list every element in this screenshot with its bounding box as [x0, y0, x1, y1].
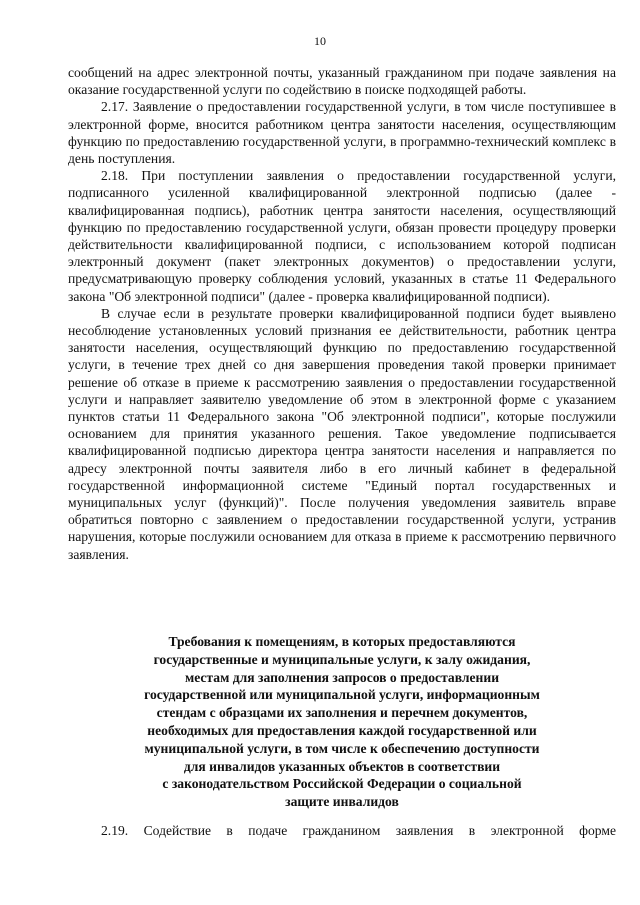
heading-line: для инвалидов указанных объектов в соответствии	[183, 758, 501, 774]
heading-line: Требования к помещениям, в которых предоставляются	[168, 634, 516, 649]
heading-line: защите инвалидов	[285, 794, 399, 810]
heading-line: местам для заполнения запросов о предоставлении	[184, 669, 500, 685]
heading-line: государственные и муниципальные услуги, к залу ожидания,	[153, 651, 531, 667]
section-heading	[68, 633, 616, 811]
heading-line: с законодательством Российской Федерации о социальной	[162, 776, 522, 792]
heading-line: стендам с образцами их заполнения и перечнем документов,	[156, 705, 528, 721]
paragraph-2-19: 2.19. Содействие в подаче гражданином заявления в электронной форме	[101, 823, 616, 838]
body-text	[68, 64, 616, 563]
paragraph-2-17: 2.17. Заявление о предоставлении государственной услуги, в том числе поступившее в электронной форме, вносится работником центра занятости населения, осуществляющим функцию по предоставлению государственной услуги, в программно-технический комплекс в день поступления.	[68, 99, 616, 167]
heading-line: необходимых для предоставления каждой государственной или	[147, 722, 537, 738]
heading-line: государственной или муниципальной услуги, информационным	[144, 687, 540, 703]
heading-line: муниципальной услуги, в том числе к обеспечению доступности	[144, 740, 540, 756]
page-number: 10	[314, 34, 326, 48]
paragraph-rejection-case: В случае если в результате проверки квалифицированной подписи будет выявлено несоблюдение установленных условий признания ее действительности, работник центра занятости населения, осуществляющий функцию по предоставлению государственной услуги, в течение трех дней со дня завершения проведения такой проверки принимает решение об отказе в приеме к рассмотрению заявления о предоставлении государственной услуги и направляет заявителю уведомление об этом в электронной форме с указанием пунктов статьи 11 Федерального закона "Об электронной подписи", которые послужили основанием для принятия указанного решения. Такое уведомление подписывается квалифицированной подписью директора центра занятости населения и направляется по адресу электронной почты заявителя либо в его личный кабинет в федеральной государственной информационной системе "Единый портал государственных и муниципальных услуг (функций)". После получения уведомления заявитель вправе обратиться повторно с заявлением о предоставлении государственной услуги, устранив нарушения, которые послужили основанием для отказа в приеме к рассмотрению первичного заявления.	[68, 305, 616, 562]
paragraph-2-18: 2.18. При поступлении заявления о предоставлении государственной услуги, подписанного усиленной квалифицированной электронной подписью (далее - квалифицированная подпись), работник центра занятости населения, осуществляющий функцию по предоставлению государственной услуги, обязан провести процедуру проверки действительности квалифицированной подписи, с использованием которой подписан электронный документ (пакет электронных документов) о предоставлении услуги, предусматривающую проверку соблюдения условий, указанных в статье 11 Федерального закона "Об электронной подписи" (далее - проверка квалифицированной подписи).	[68, 168, 616, 304]
paragraph-continuation: сообщений на адрес электронной почты, указанный гражданином при подаче заявления на оказание государственной услуги по содействию в поиске подходящей работы.	[68, 65, 616, 98]
